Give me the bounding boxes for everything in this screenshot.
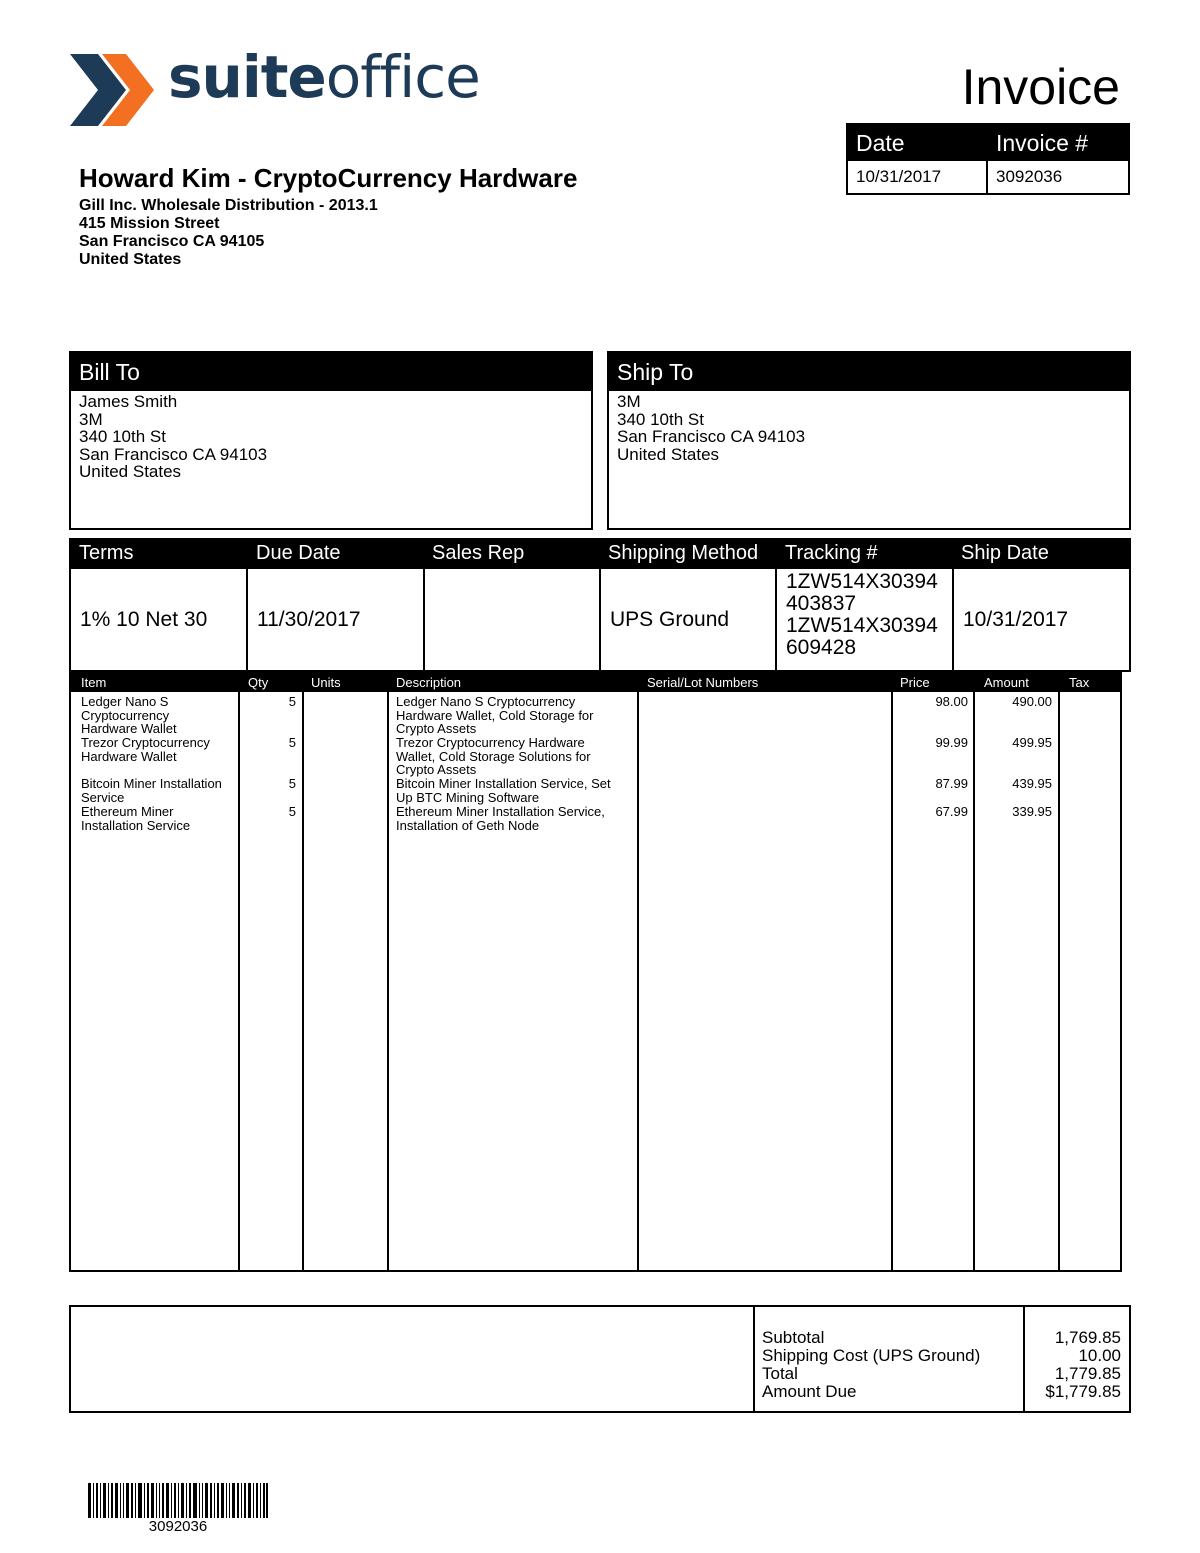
company-address — [79, 197, 378, 269]
item-price: 99.99 — [935, 735, 968, 750]
item-description: Ledger Nano S Cryptocurrency Hardware Wallet, Cold Storage for Crypto Assets — [396, 694, 594, 736]
date-label: Date — [856, 130, 905, 156]
totals-box — [69, 1305, 1131, 1413]
item-amount: 490.00 — [1012, 694, 1052, 709]
sales-rep-header: Sales Rep — [432, 542, 525, 564]
invoice-number-label: Invoice # — [996, 130, 1089, 156]
item-name: Ethereum Miner Installation Service — [81, 804, 191, 833]
invoice-number: 3092036 — [996, 167, 1063, 186]
item-qty: 5 — [288, 735, 296, 750]
tracking-header: Tracking # — [785, 542, 878, 564]
item-amount: 439.95 — [1012, 776, 1052, 791]
due-date-value: 11/30/2017 — [246, 569, 423, 672]
terms-header: Terms — [79, 542, 134, 564]
ship-to-address: 3M 340 10th St San Francisco CA 94103 United States — [617, 392, 806, 464]
item-qty: 5 — [288, 694, 296, 709]
tracking-value: 1ZW514X30394 403837 1ZW514X30394 609428 — [775, 569, 952, 672]
item-qty: 5 — [288, 776, 296, 791]
company-address-line: United States — [79, 251, 182, 268]
barcode-icon — [88, 1483, 268, 1518]
units-header: Units — [311, 675, 341, 690]
shipping-method-header: Shipping Method — [608, 542, 759, 564]
ship-to-label: Ship To — [609, 353, 1129, 391]
column-divider — [637, 692, 639, 1270]
line-items-table — [69, 672, 1122, 1272]
column-divider — [1058, 692, 1060, 1270]
column-divider — [238, 692, 240, 1270]
item-name: Ledger Nano S Cryptocurrency Hardware Wallet — [81, 694, 177, 736]
terms-value: 1% 10 Net 30 — [69, 569, 246, 672]
item-name: Trezor Cryptocurrency Hardware Wallet — [81, 735, 210, 764]
bill-to-label: Bill To — [71, 353, 591, 391]
suiteoffice-logo-icon — [68, 50, 156, 130]
company-name: Howard Kim - CryptoCurrency Hardware — [79, 163, 578, 193]
company-address-line: San Francisco CA 94105 — [79, 233, 265, 250]
amount-header: Amount — [984, 675, 1029, 690]
totals-labels: Subtotal Shipping Cost (UPS Ground) Total Amount Due — [762, 1328, 981, 1401]
barcode-number: 3092036 — [148, 1518, 208, 1535]
item-qty: 5 — [288, 804, 296, 819]
column-divider — [387, 692, 389, 1270]
qty-header: Qty — [248, 675, 269, 690]
due-date-header: Due Date — [256, 542, 341, 564]
column-divider — [302, 692, 304, 1270]
totals-divider — [753, 1307, 755, 1411]
company-address-line: 415 Mission Street — [79, 215, 220, 232]
item-description: Bitcoin Miner Installation Service, Set Up BTC Mining Software — [396, 776, 611, 805]
item-header: Item — [81, 675, 107, 690]
column-divider — [891, 692, 893, 1270]
invoice-date: 10/31/2017 — [848, 161, 988, 193]
item-amount: 499.95 — [1012, 735, 1052, 750]
item-price: 87.99 — [935, 776, 968, 791]
totals-divider — [1023, 1307, 1025, 1411]
price-header: Price — [900, 675, 930, 690]
item-price: 67.99 — [935, 804, 968, 819]
totals-values: 1,769.85 10.00 1,779.85 $1,779.85 — [1045, 1328, 1121, 1401]
bill-to-address: James Smith 3M 340 10th St San Francisco CA 94103 United States — [79, 392, 268, 481]
document-title: Invoice — [961, 59, 1120, 115]
ship-to-box — [607, 351, 1131, 530]
column-divider — [973, 692, 975, 1270]
logo-wordmark: suiteoffice — [168, 43, 480, 111]
items-header-row — [71, 672, 1120, 692]
bill-to-box — [69, 351, 593, 530]
company-address-line: Gill Inc. Wholesale Distribution - 2013.1 — [79, 197, 378, 214]
item-amount: 339.95 — [1012, 804, 1052, 819]
item-name: Bitcoin Miner Installation Service — [81, 776, 222, 805]
sales-rep-value — [423, 569, 599, 672]
shipping-method-value: UPS Ground — [599, 569, 775, 672]
serial-header: Serial/Lot Numbers — [647, 675, 759, 690]
tax-header: Tax — [1069, 675, 1090, 690]
item-description: Trezor Cryptocurrency Hardware Wallet, Cold Storage Solutions for Crypto Assets — [396, 735, 591, 777]
terms-table — [69, 538, 1131, 672]
ship-date-value: 10/31/2017 — [952, 569, 1131, 672]
item-description: Ethereum Miner Installation Service, Installation of Geth Node — [396, 804, 605, 833]
date-invoice-box — [846, 123, 1130, 195]
ship-date-header: Ship Date — [961, 542, 1049, 564]
description-header: Description — [396, 675, 462, 690]
item-price: 98.00 — [935, 694, 968, 709]
